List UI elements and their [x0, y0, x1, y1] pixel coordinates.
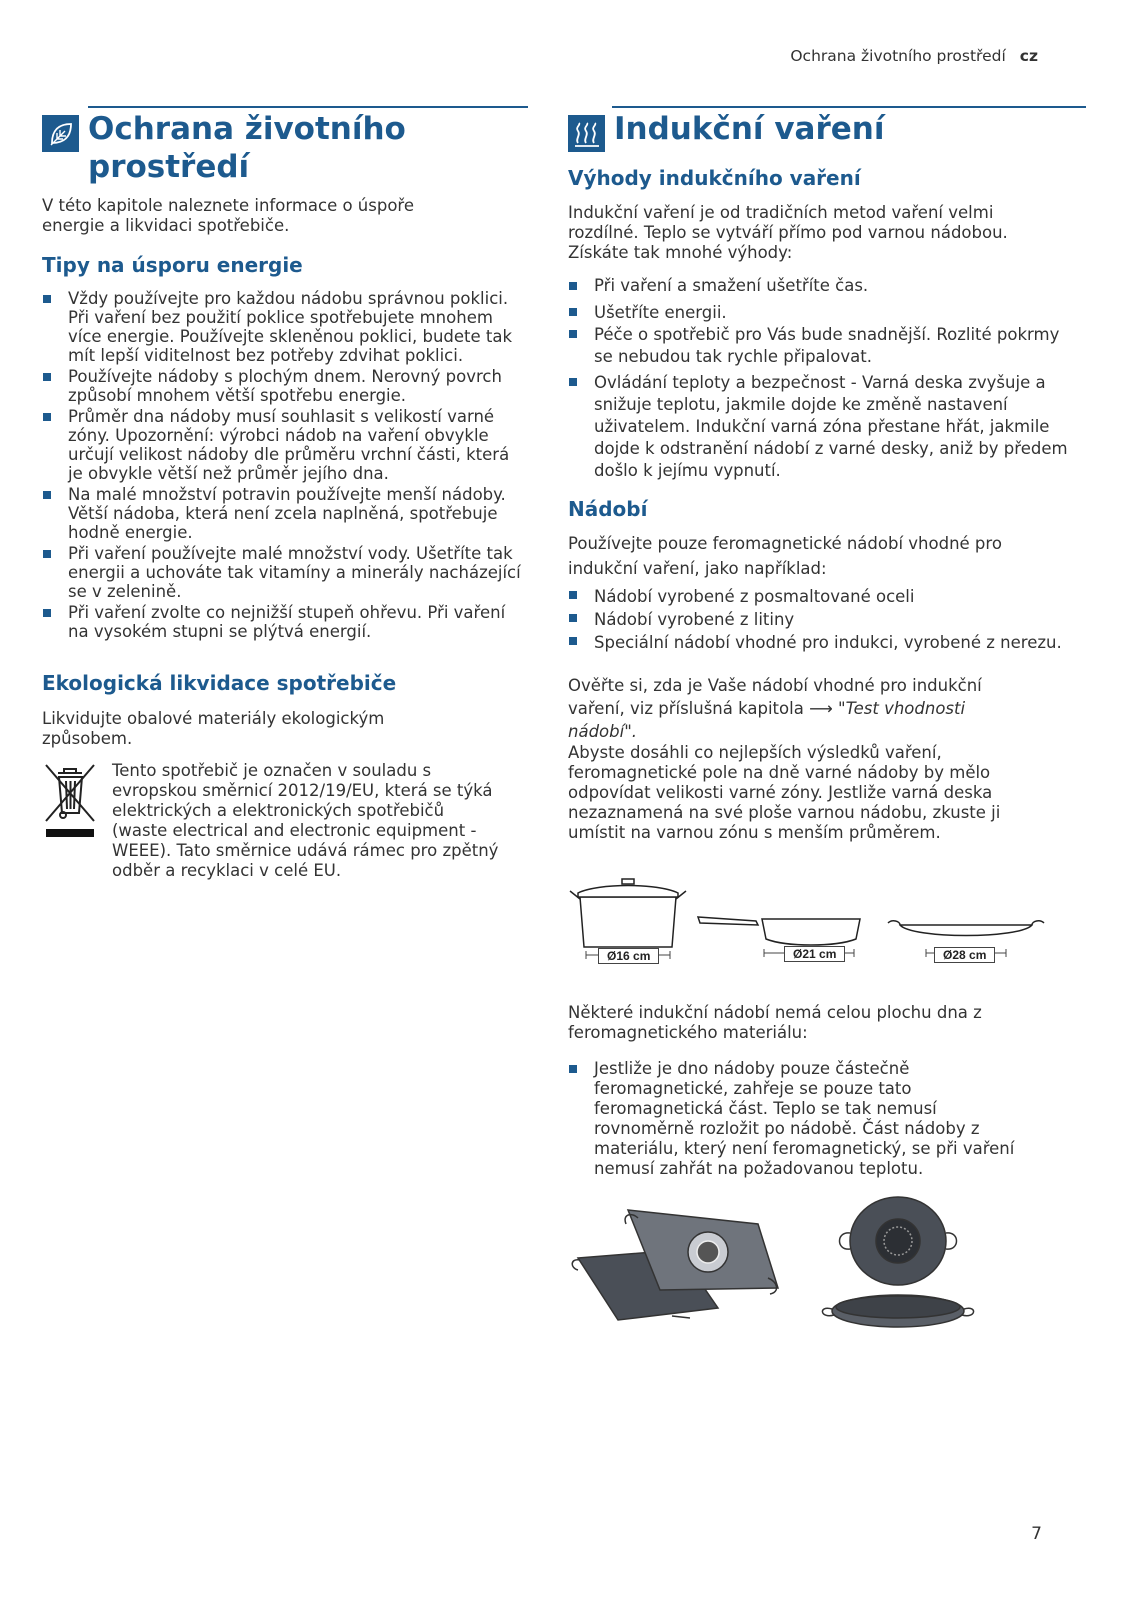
- list-item: Speciální nádobí vhodné pro indukci, vyrobené z nerezu.: [568, 631, 1076, 654]
- list-item: Nádobí vyrobené z posmaltované oceli: [568, 585, 1076, 608]
- page-number: 7: [1031, 1524, 1042, 1544]
- header-section: Ochrana životního prostředí: [790, 47, 1006, 65]
- intro-text: V této kapitole naleznete informace o úspoře energie a likvidaci spotřebiče.: [42, 196, 415, 235]
- cookware-heading: Nádobí: [568, 497, 648, 521]
- left-column: [42, 106, 528, 881]
- list-item: Vždy používejte pro každou nádobu správnou poklici. Při vaření bez použití poklice spotřebujete mnohem více energie. Používejte skleněnou poklici, budete tak mít lepší viditelnost bez potřeby zdvihat poklici.: [42, 289, 528, 365]
- cookware-list: [568, 585, 1076, 654]
- weee-block: [42, 761, 528, 881]
- disposal-heading: Ekologická likvidace spotřebiče: [42, 671, 397, 695]
- left-title-row: [42, 110, 528, 186]
- pan-label: Ø16 cm: [598, 948, 659, 964]
- pan-label: Ø21 cm: [784, 946, 845, 962]
- title-rule: [612, 106, 1086, 108]
- partial-cookware-illustration: [568, 1193, 1076, 1337]
- pan-28-icon: [886, 869, 1046, 969]
- list-item: Průměr dna nádoby musí souhlasit s velikostí varné zóny. Upozornění: výrobci nádob na vaření obvykle určují velikost nádoby dle průměru vrchní části, která je obvykle větší než průměr jejího dna.: [42, 407, 528, 483]
- advantages-list: [568, 276, 1076, 482]
- list-item: Ušetříte energii.: [568, 302, 1076, 324]
- suitability-link[interactable]: "Test vhodnosti nádobí".: [568, 699, 966, 741]
- partial-intro: Některé indukční nádobí nemá celou plochu dna z feromagnetického materiálu:: [568, 1003, 982, 1042]
- suitability-pre: Ověřte si, zda je Vaše nádobí vhodné pro indukční vaření, viz příslušná kapitola: [568, 676, 982, 718]
- advantages-intro: Indukční vaření je od tradičních metod vaření velmi rozdílné. Teplo se vytváří přímo pod varnou nádobou. Získáte tak mnohé výhody:: [568, 203, 1008, 262]
- list-item: Používejte nádoby s plochým dnem. Nerovný povrch způsobí mnohem větší spotřebu energie.: [42, 367, 528, 405]
- pan-label: Ø28 cm: [934, 947, 995, 963]
- page-title-induction: Indukční vaření: [614, 111, 885, 147]
- pot-16-icon: [568, 869, 688, 969]
- tips-heading: Tipy na úsporu energie: [42, 253, 303, 277]
- title-rule: [88, 106, 528, 108]
- list-item: Při vaření používejte malé množství vody. Ušetříte tak energii a uchováte tak vitamíny a minerály nacházející se v zelenině.: [42, 544, 528, 601]
- best-results-text: Abyste dosáhli co nejlepších výsledků vaření, feromagnetické pole na dně varné nádoby by mělo odpovídat velikosti varné zóny. Jestliže varná deska nezaznamená na své ploše varnou nádobu, zkuste ji umístit na varnou zónu s menším průměrem.: [568, 743, 1001, 842]
- list-item: Při vaření zvolte co nejnižší stupeň ohřevu. Při vaření na vysokém stupni se plýtvá energií.: [42, 603, 528, 641]
- list-item: Na malé množství potravin používejte menší nádoby. Větší nádoba, která není zcela naplněná, spotřebuje hodně energie.: [42, 485, 528, 542]
- suitability-text: [568, 674, 1028, 743]
- right-column: [568, 106, 1076, 1337]
- crossed-bin-icon: [42, 761, 102, 881]
- running-header: [790, 47, 1038, 65]
- tips-list: [42, 289, 528, 641]
- list-item: Ovládání teploty a bezpečnost - Varná deska zvyšuje a snižuje teplotu, jakmile dojde ke změně nastavení uživatelem. Indukční varná zóna přestane hřát, jakmile dojde k odstranění nádobí z varné desky, aniž by předem došlo k jejímu vypnutí.: [568, 372, 1076, 482]
- list-item: Při vaření a smažení ušetříte čas.: [568, 276, 1076, 296]
- list-item: Péče o spotřebič pro Vás bude snadnější. Rozlité pokrmy se nebudou tak rychle připalovat.: [568, 324, 1076, 368]
- arrow-icon: ⟶: [809, 699, 833, 718]
- weee-text: Tento spotřebič je označen v souladu s evropskou směrnicí 2012/19/EU, která se týká elektrických a elektronických spotřebičů (waste electrical and electronic equipment - WEEE). Tato směrnice udává rámec pro zpětný odběr a recyklaci v celé EU.: [112, 761, 499, 880]
- pan-sizes-illustration: [568, 869, 1076, 969]
- advantages-heading: Výhody indukčního vaření: [568, 166, 861, 190]
- header-lang: cz: [1019, 47, 1038, 65]
- page-title-environment: Ochrana životního prostředí: [88, 111, 406, 185]
- list-item: Nádobí vyrobené z litiny: [568, 608, 1076, 631]
- partial-list: [568, 1059, 1076, 1179]
- induction-icon: [568, 115, 605, 152]
- leaf-icon: [42, 115, 79, 152]
- pan-21-icon: [696, 869, 876, 969]
- right-title-row: [568, 110, 1076, 152]
- cookware-intro: Používejte pouze feromagnetické nádobí vhodné pro indukční vaření, jako například:: [568, 534, 1002, 578]
- disposal-intro: Likvidujte obalové materiály ekologickým způsobem.: [42, 709, 385, 748]
- griddle-icon: [568, 1198, 788, 1332]
- paella-pans-icon: [808, 1193, 988, 1337]
- list-item: Jestliže je dno nádoby pouze částečně feromagnetické, zahřeje se pouze tato feromagnetická část. Teplo se tak nemusí rovnoměrně rozložit po nádobě. Část nádoby z materiálu, který není feromagnetický, se při vaření nemusí zahřát na požadovanou teplotu.: [568, 1059, 1034, 1179]
